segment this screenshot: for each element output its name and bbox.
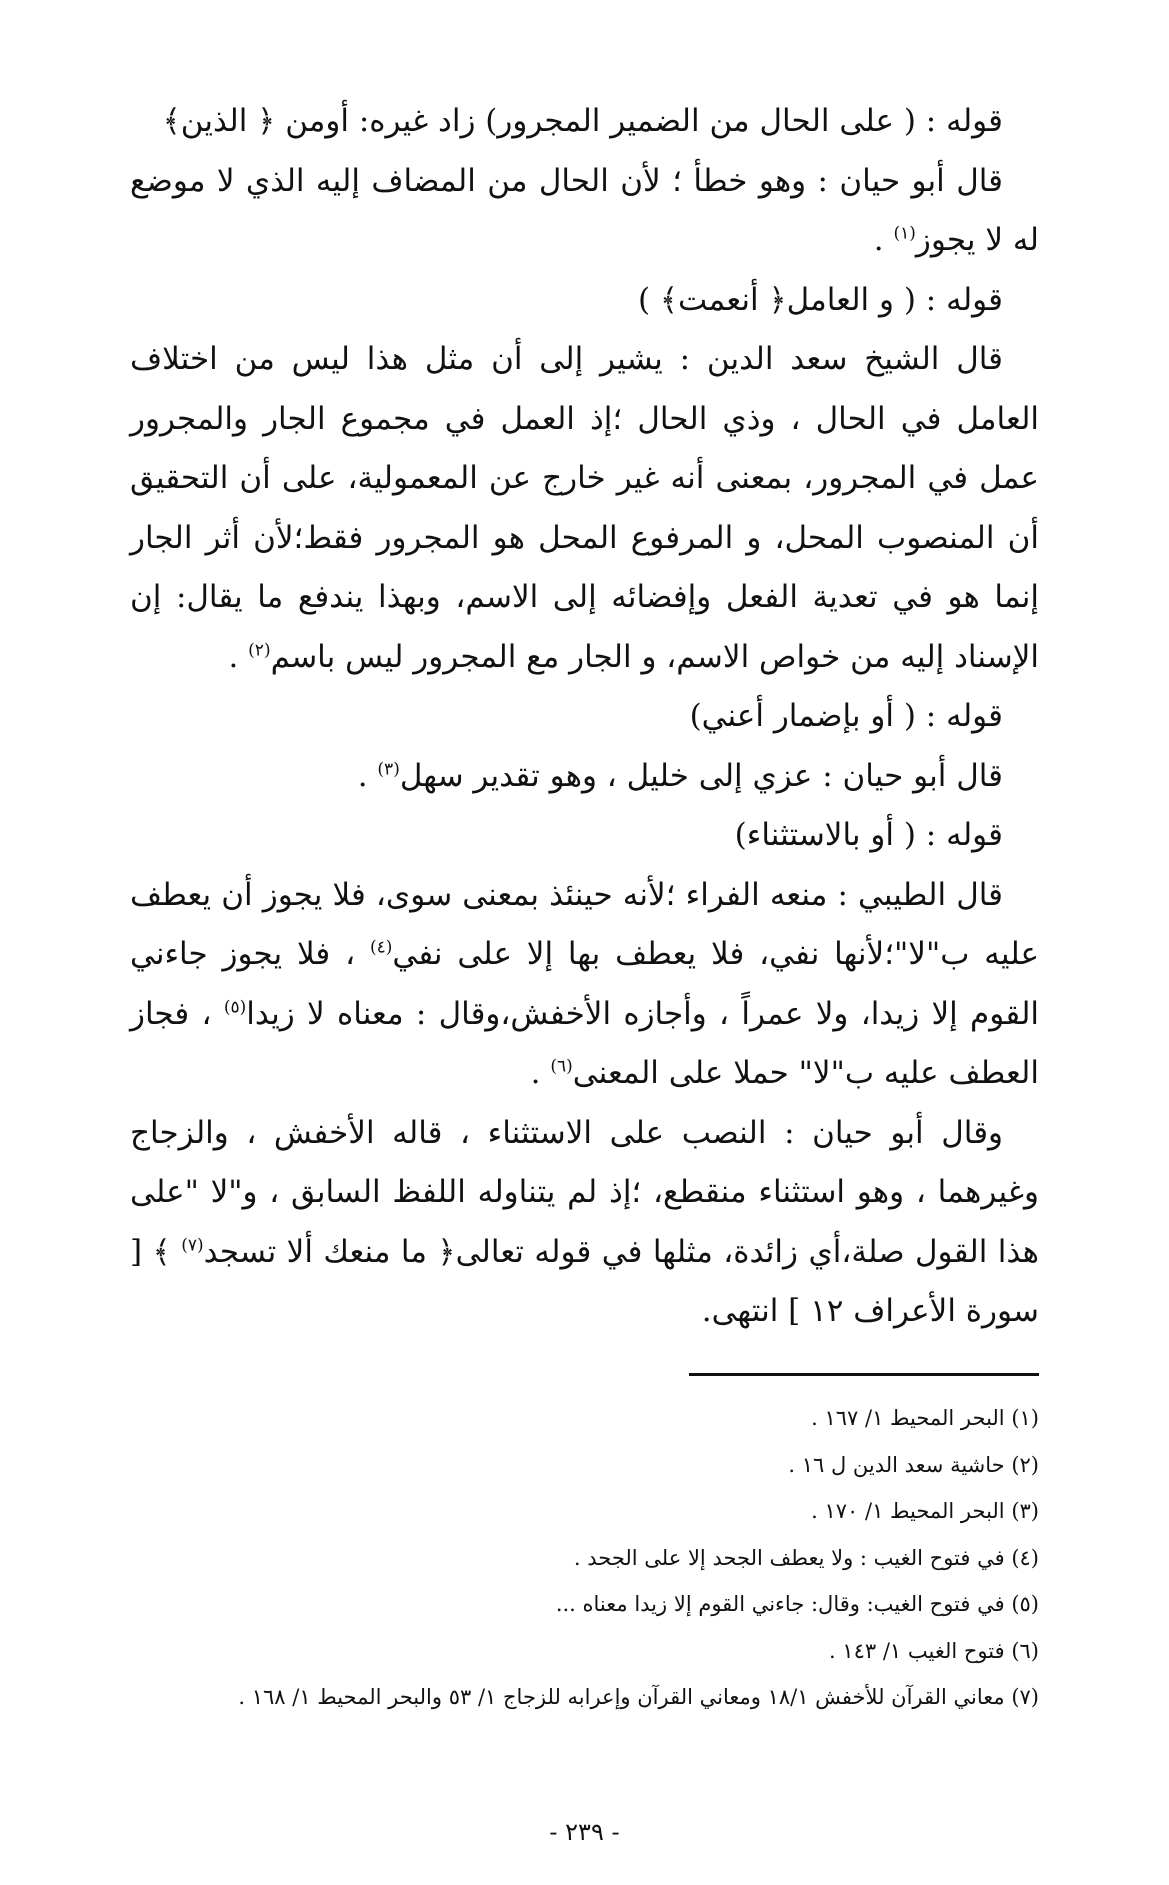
footnote-ref: (٦) — [550, 1056, 573, 1077]
footnote-ref: (٢) — [248, 640, 271, 661]
footnote-ref: (٧) — [181, 1235, 204, 1256]
footnotes — [130, 1395, 1039, 1721]
paragraph: قال الشيخ سعد الدين : يشير إلى أن مثل هذا ليس من اختلاف العامل في الحال ، وذي الحال ؛إذ العمل في مجموع الجار والمجرور عمل في المجرور، بمعنى أنه غير خارج عن المعمولية، على أن التحقيق أن المنصوب المحل، و المرفوع المحل هو المجرور فقط؛لأن أثر الجار إنما هو في تعدية الفعل وإفضائه إلى الاسم، وبهذا يندفع ما يقال: إن الإسناد إليه من خواص الاسم، و الجار مع المجرور ليس باسم$^{(٢)}$ . — [130, 341, 1039, 675]
footnote-ref: (١) — [893, 223, 916, 244]
footnote-ref: (٤) — [369, 937, 393, 958]
paragraph: قال أبو حيان : عزي إلى خليل ، وهو تقدير سهل$^{(٣)}$ . — [357, 757, 1003, 794]
paragraph: قال أبو حيان : وهو خطأ ؛ لأن الحال من المضاف إليه الذي لا موضع له لا يجوز$^{(١)}$ . — [130, 162, 1039, 258]
footnote-divider — [689, 1373, 1039, 1376]
paragraph: قوله : ( و العامل﴿ أنعمت﴾ ) — [637, 281, 1003, 318]
footnote: (٦) فتوح الغيب ١/ ١٤٣ . — [828, 1638, 1039, 1663]
footnote: (٧) معاني القرآن للأخفش ١٨/١ ومعاني القرآن وإعرابه للزجاج ١/ ٥٣ والبحر المحيط ١/ ١٦٨ . — [238, 1685, 1039, 1709]
footnote-ref: (٣) — [377, 759, 400, 780]
page-number: - ٢٣٩ - — [549, 1818, 620, 1846]
footnote: (٤) في فتوح الغيب : ولا يعطف الجحد إلا على الجحد . — [573, 1545, 1039, 1570]
paragraph: قوله : ( أو بالاستثناء) — [734, 817, 1003, 853]
footnote: (٢) حاشية سعد الدين ل ١٦ . — [788, 1452, 1039, 1477]
footnote: (٣) البحر المحيط ١/ ١٧٠ . — [811, 1499, 1039, 1523]
paragraph: قوله : ( أو بإضمار أعني) — [689, 698, 1003, 734]
paragraph: قال الطيبي : منعه الفراء ؛لأنه حينئذ بمعنى سوى، فلا يجوز أن يعطف عليه ب"لا"؛لأنها نفي، فلا يعطف بها إلا على نفي$^{(٤)}$ ، فلا يجوز جاءني القوم إلا زيدا، ولا عمراً ، وأجازه الأخفش،وقال : معناه لا زيدا$^{(٥)}$ ، فجاز العطف عليه ب"لا" حملا على المعنى$^{(٦)}$ . — [130, 876, 1039, 1091]
footnote: (٥) في فتوح الغيب: وقال: جاءني القوم إلا زيدا معناه ... — [555, 1592, 1039, 1616]
footnote: (١) البحر المحيط ١/ ١٦٧ . — [811, 1406, 1039, 1430]
footnote-ref: (٥) — [223, 997, 247, 1018]
main-text — [130, 92, 1039, 1342]
paragraph: قوله : ( على الحال من الضمير المجرور) زاد غيره: أومن ﴿ الذين﴾ — [162, 103, 1003, 139]
paragraph: وقال أبو حيان : النصب على الاستثناء ، قاله الأخفش ، والزجاج وغيرهما ، وهو استثناء منقطع، ؛إذ لم يتناوله اللفظ السابق ، و"لا "على هذا القول صلة،أي زائدة، مثلها في قوله تعالى﴿ ما منعك ألا تسجد$^{(٧)}$ ﴾ [ سورة الأعراف ١٢ ] انتهى. — [130, 1114, 1040, 1329]
